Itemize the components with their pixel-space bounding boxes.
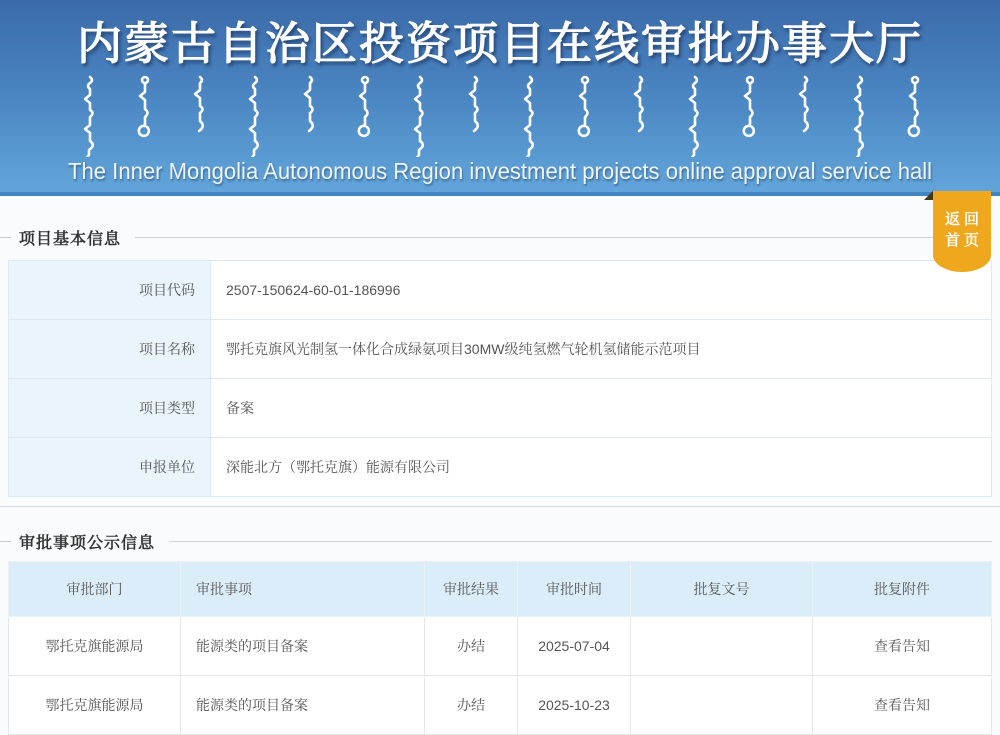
approval-table-header-row	[9, 562, 992, 617]
back-home-ribbon[interactable]	[933, 191, 991, 255]
section-divider	[0, 506, 1000, 507]
row-label-project-code: 项目代码	[9, 261, 211, 320]
section-title-approval-info: 审批事项公示信息	[19, 535, 156, 552]
row-value-project-name: 鄂托克旗风光制氢一体化合成绿氨项目30MW级纯氢燃气轮机氢储能示范项目	[211, 320, 992, 379]
title-rule	[135, 237, 992, 238]
cell-department: 鄂托克旗能源局	[9, 676, 181, 735]
table-row	[9, 379, 992, 438]
title-dash	[0, 237, 11, 238]
row-label-project-name: 项目名称	[9, 320, 211, 379]
col-header-result: 审批结果	[425, 562, 518, 617]
view-notice-link[interactable]: 查看告知	[874, 697, 930, 713]
approval-table-row	[9, 617, 992, 676]
mongolian-script	[0, 75, 1000, 157]
cell-doc-no	[631, 676, 813, 735]
basic-info-table	[8, 260, 992, 497]
approval-table	[8, 561, 992, 735]
mongolian-script-art	[35, 75, 965, 157]
col-header-department: 审批部门	[9, 562, 181, 617]
cell-department: 鄂托克旗能源局	[9, 617, 181, 676]
cell-doc-no	[631, 617, 813, 676]
section-approval-info-header	[8, 530, 992, 553]
ribbon-label-line1: 返回	[944, 211, 983, 228]
site-header	[0, 0, 1000, 196]
approval-table-row	[9, 676, 992, 735]
view-notice-link[interactable]: 查看告知	[874, 638, 930, 654]
row-value-project-code: 2507-150624-60-01-186996	[211, 261, 992, 320]
site-title-cn: 内蒙古自治区投资项目在线审批办事大厅	[76, 18, 923, 69]
cell-time: 2025-10-23	[518, 676, 631, 735]
cell-result: 办结	[425, 617, 518, 676]
table-row	[9, 438, 992, 497]
row-value-project-type: 备案	[211, 379, 992, 438]
table-row	[9, 261, 992, 320]
main-content	[0, 226, 1000, 735]
cell-attachment	[813, 676, 992, 735]
section-approval-info	[8, 530, 992, 735]
cell-time: 2025-07-04	[518, 617, 631, 676]
cell-item: 能源类的项目备案	[181, 676, 425, 735]
col-header-attachment: 批复附件	[813, 562, 992, 617]
site-subtitle-en: The Inner Mongolia Autonomous Region investment projects online approval service hall	[67, 158, 933, 184]
cell-item: 能源类的项目备案	[181, 617, 425, 676]
col-header-doc-no: 批复文号	[631, 562, 813, 617]
table-row	[9, 320, 992, 379]
cell-result: 办结	[425, 676, 518, 735]
row-label-project-type: 项目类型	[9, 379, 211, 438]
section-title-basic-info: 项目基本信息	[19, 231, 122, 248]
cell-attachment	[813, 617, 992, 676]
col-header-item: 审批事项	[181, 562, 425, 617]
section-basic-info	[8, 226, 992, 497]
col-header-time: 审批时间	[518, 562, 631, 617]
row-label-declaring-unit: 申报单位	[9, 438, 211, 497]
title-rule	[169, 541, 992, 542]
section-basic-info-header	[8, 226, 992, 249]
ribbon-label-line2: 首页	[944, 232, 983, 249]
title-dash	[0, 541, 11, 542]
row-value-declaring-unit: 深能北方（鄂托克旗）能源有限公司	[211, 438, 992, 497]
